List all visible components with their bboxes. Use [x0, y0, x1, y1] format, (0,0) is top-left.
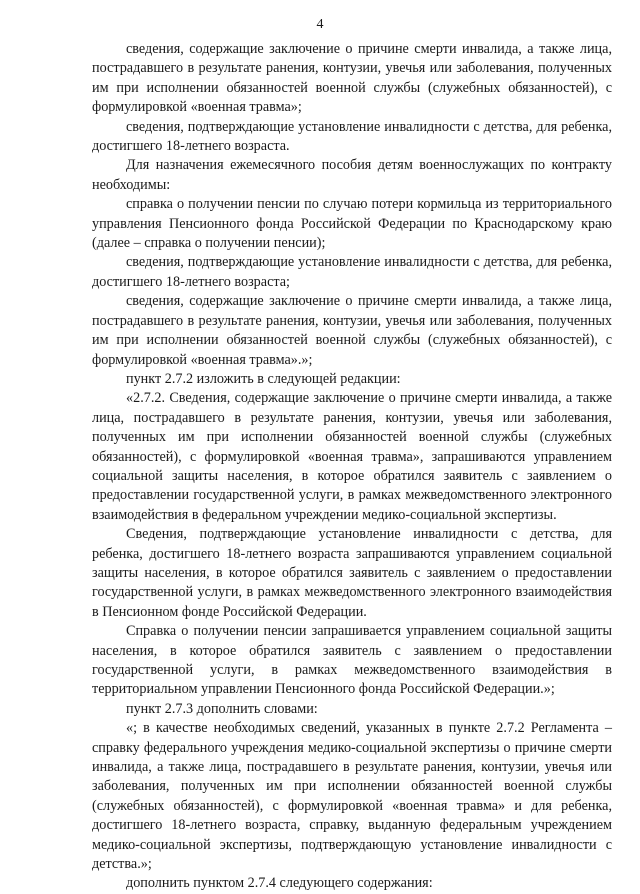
paragraph: сведения, содержащие заключение о причине смерти инвалида, а также лица, пострадавшего в результате ранения, контузии, увечья или заболевания, полученных им при исполнении обязанностей военной службы (служебных обязанностей), с формулировкой «военная травма»; [92, 41, 612, 116]
paragraph: сведения, содержащие заключение о причине смерти инвалида, а также лица, пострадавшего в результате ранения, контузии, увечья или заболевания, полученных им при исполнении обязанностей военной службы (служебных обязанностей), с формулировкой «военная травма».»; [92, 293, 612, 368]
paragraph: Для назначения ежемесячного пособия детям военнослужащих по контракту необходимы: [92, 157, 612, 193]
paragraph: справка о получении пенсии по случаю потери кормильца из территориального управления Пенсионного фонда Российской Федерации по Краснодарскому краю (далее – справка о получении пенсии); [92, 196, 612, 252]
paragraph: дополнить пунктом 2.7.4 следующего содержания: [126, 875, 433, 892]
paragraph: «2.7.2. Сведения, содержащие заключение о причине смерти инвалида, а также лица, пострадавшего в результате ранения, контузии, увечья или заболевания, полученных им при исполнении обязанностей военной службы (служебных обязанностей), с формулировкой «военная травма», запрашиваются управлением социальной защиты населения, в которое обратился заявитель с заявлением о предоставлении государственной услуги, в рамках межведомственного электронного взаимодействия в федеральном учреждении медико-социальной экспертизы. [92, 390, 612, 523]
paragraph: «; в качестве необходимых сведений, указанных в пункте 2.7.2 Регламента – справку федерального учреждения медико-социальной экспертизы о причине смерти инвалида, а также лица, пострадавшего в результате ранения, контузии, увечья или заболевания, полученных им при исполнении обязанностей военной службы (служебных обязанностей), с формулировкой «военная травма» и для ребенка, достигшего 18-летнего возраста, справку, выданную федеральным учреждением медико-социальной экспертизы, подтверждающую установление инвалидности с детства.»; [92, 720, 612, 873]
page-number: 4 [316, 17, 324, 32]
paragraph: сведения, подтверждающие установление инвалидности с детства, для ребенка, достигшего 18-летнего возраста; [92, 254, 612, 290]
paragraph: сведения, подтверждающие установление инвалидности с детства, для ребенка, достигшего 18-летнего возраста. [92, 118, 612, 155]
document-body [92, 40, 612, 894]
paragraph: пункт 2.7.2 изложить в следующей редакции: [126, 370, 401, 387]
paragraph: Справка о получении пенсии запрашивается управлением социальной защиты населения, в которое обратился заявитель с заявлением о предоставлении государственной услуги, в рамках межведомственного взаимодействия в территориальном управлении Пенсионного фонда Российской Федерации.»; [92, 623, 612, 698]
paragraph: пункт 2.7.3 дополнить словами: [126, 700, 318, 717]
paragraph: Сведения, подтверждающие установление инвалидности с детства, для ребенка, достигшего 18-летнего возраста запрашиваются управлением социальной защиты населения, в которое обратился заявитель с заявлением о предоставлении государственной услуги, в рамках межведомственного электронного взаимодействия в Пенсионном фонде Российской Федерации. [92, 526, 612, 620]
